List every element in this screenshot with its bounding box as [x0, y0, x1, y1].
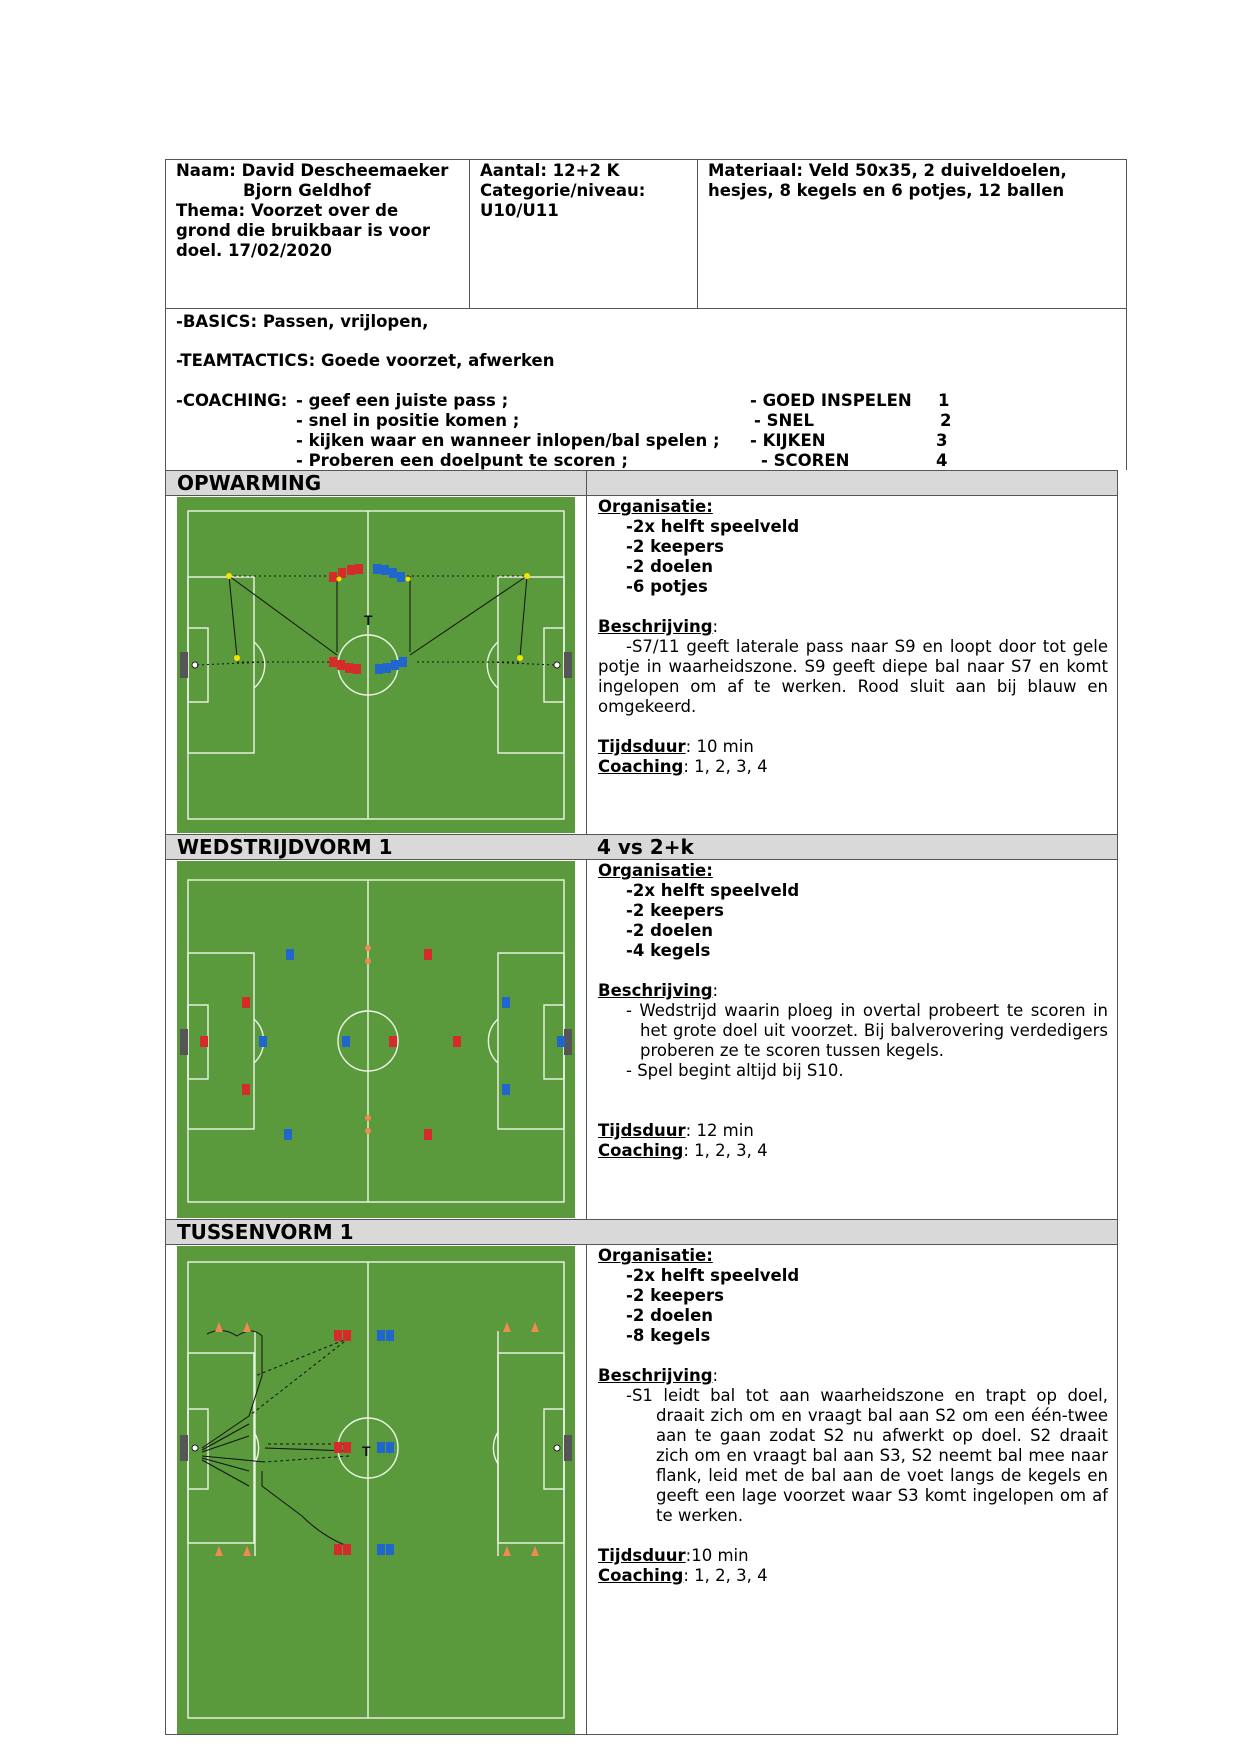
- thema-3: doel. 17/02/2020: [176, 241, 332, 260]
- org-3-item-2: -2 keepers: [626, 1286, 724, 1305]
- coaching-label-3: Coaching: [598, 1566, 684, 1585]
- materiaal-2: hesjes, 8 kegels en 6 potjes, 12 ballen: [708, 181, 1065, 200]
- naam-label: Naam:: [176, 161, 236, 180]
- header-divider-2: [697, 159, 698, 309]
- coach-mark-3: T: [362, 1443, 371, 1459]
- tijdsduur-label-2: Tijdsduur: [598, 1121, 686, 1140]
- tijdsduur-2: : 12 min: [685, 1121, 754, 1140]
- org-3-item-3: -2 doelen: [626, 1306, 714, 1325]
- org-2-item-4: -4 kegels: [626, 941, 711, 960]
- coaching-num-4: 4: [936, 451, 948, 470]
- beschrijving-label-2: Beschrijving: [598, 981, 713, 1000]
- naam-2: Bjorn Geldhof: [243, 181, 371, 200]
- basics-text: -BASICS: Passen, vrijlopen,: [176, 312, 429, 331]
- aantal: Aantal: 12+2 K: [480, 161, 620, 180]
- beschrijving-3: -S1 leidt bal tot aan waarheidszone en trapt op doel, draait zich om en vraagt bal aan S2 om een één-twee aan te gaan zodat S2 nu afwerkt op doel. S2 draait zich om en vraagt bal aan S3, S2 neemt bal mee naar flank, leid met de bal aan de voet langs de kegels en geeft een lage voorzet waar S3 komt ingelopen om af te werken.: [626, 1386, 1108, 1525]
- coaching-num-1: 1: [938, 391, 950, 410]
- niveau: U10/U11: [480, 201, 559, 220]
- coaching-1: : 1, 2, 3, 4: [683, 757, 768, 776]
- org-1-item-4: -6 potjes: [626, 577, 708, 596]
- tijdsduur-label-1: Tijdsduur: [598, 737, 686, 756]
- org-2-item-2: -2 keepers: [626, 901, 724, 920]
- naam-1: David Descheemaeker: [241, 161, 449, 180]
- section-1-header-divider: [586, 470, 587, 496]
- section-3-title: TUSSENVORM 1: [177, 1220, 354, 1244]
- organisatie-label-3: Organisatie:: [598, 1246, 713, 1265]
- section-1-title: OPWARMING: [177, 471, 322, 495]
- coaching-line-4: - Proberen een doelpunt te scoren ;: [296, 451, 628, 470]
- section-1-panel: Organisatie: -2x helft speelveld -2 keepers -2 doelen -6 potjes Beschrijving: -S7/11 geeft laterale pass naar S9 en loopt door tot gele potje in waarheidszone. S9 geeft diepe bal naar S7 en komt ingelopen om af te werken. Rood sluit aan bij blauw en omgekeerd. Tijdsduur: 10 min Coaching: 1, 2, 3, 4: [598, 497, 1108, 776]
- org-2-item-3: -2 doelen: [626, 921, 714, 940]
- org-1-item-1: -2x helft speelveld: [626, 517, 800, 536]
- coaching-2: : 1, 2, 3, 4: [683, 1141, 768, 1160]
- pitch-diagram-opwarming: [177, 497, 575, 833]
- coaching-key-2: - SNEL: [754, 411, 815, 430]
- coaching-num-3: 3: [936, 431, 948, 450]
- header-divider-1: [469, 159, 470, 309]
- section-2-panel: Organisatie: -2x helft speelveld -2 keepers -2 doelen -4 kegels Beschrijving: - Wedstrijd waarin ploeg in overtal probeert te scoren in het grote doel uit voorzet. Bij balverovering verdedigers proberen ze te scoren tussen kegels. - Spel begint altijd bij S10. Tijdsduur: 12 min Coaching: 1, 2, 3, 4: [598, 861, 1108, 1160]
- tijdsduur-label-3: Tijdsduur: [598, 1546, 686, 1565]
- section-3-panel: Organisatie: -2x helft speelveld -2 keepers -2 doelen -8 kegels Beschrijving: -S1 leidt bal tot aan waarheidszone en trapt op doel, draait zich om en vraagt bal aan S2 om een één-twee aan te gaan zodat S2 nu afwerkt op doel. S2 draait zich om en vraagt bal aan S3, S2 neemt bal mee naar flank, leid met de bal aan de voet langs de kegels en geeft een lage voorzet waar S3 komt ingelopen om af te werken. Tijdsduur:10 min Coaching: 1, 2, 3, 4: [598, 1246, 1108, 1585]
- teamtactics-text: -TEAMTACTICS: Goede voorzet, afwerken: [176, 351, 555, 370]
- coaching-label-1: Coaching: [598, 757, 684, 776]
- coaching-num-2: 2: [940, 411, 952, 430]
- coaching-key-1: - GOED INSPELEN: [750, 391, 912, 410]
- organisatie-label-1: Organisatie:: [598, 497, 713, 516]
- thema-2: grond die bruikbaar is voor: [176, 221, 431, 240]
- org-1-item-2: -2 keepers: [626, 537, 724, 556]
- org-1-item-3: -2 doelen: [626, 557, 714, 576]
- pitch-diagram-tussenvorm: [177, 1246, 575, 1734]
- coaching-key-4: - SCOREN: [761, 451, 850, 470]
- beschrijving-label-3: Beschrijving: [598, 1366, 713, 1385]
- pitch-diagram-wedstrijdvorm: [177, 861, 575, 1218]
- coaching-line-3: - kijken waar en wanneer inlopen/bal spelen ;: [296, 431, 720, 450]
- coaching-label-2: Coaching: [598, 1141, 684, 1160]
- header-aantal-cell: [480, 161, 690, 221]
- header-materiaal-cell: [708, 161, 1123, 201]
- coaching-3: : 1, 2, 3, 4: [683, 1566, 768, 1585]
- org-2-item-1: -2x helft speelveld: [626, 881, 800, 900]
- materiaal-1: Materiaal: Veld 50x35, 2 duiveldoelen,: [708, 161, 1067, 180]
- beschrijving-2a: - Wedstrijd waarin ploeg in overtal probeert te scoren in het grote doel uit voorzet. Bij balverovering verdedigers proberen ze te scoren tussen kegels.: [626, 1001, 1108, 1060]
- coaching-line-2: - snel in positie komen ;: [296, 411, 520, 430]
- section-2-subtitle: 4 vs 2+k: [597, 835, 694, 859]
- section-2-title: WEDSTRIJDVORM 1: [177, 835, 393, 859]
- org-3-item-4: -8 kegels: [626, 1326, 711, 1345]
- header-naam-cell: [176, 161, 466, 261]
- org-3-item-1: -2x helft speelveld: [626, 1266, 800, 1285]
- thema: Thema: Voorzet over de: [176, 201, 399, 220]
- coaching-label: -COACHING:: [176, 391, 288, 410]
- tijdsduur-1: : 10 min: [685, 737, 754, 756]
- sections-col-divider: [586, 470, 587, 1735]
- coaching-key-3: - KIJKEN: [750, 431, 826, 450]
- beschrijving-2b: - Spel begint altijd bij S10.: [626, 1061, 844, 1080]
- organisatie-label-2: Organisatie:: [598, 861, 713, 880]
- beschrijving-1: -S7/11 geeft laterale pass naar S9 en loopt door tot gele potje in waarheidszone. S9 geeft diepe bal naar S7 en komt ingelopen om af te werken. Rood sluit aan bij blauw en omgekeerd.: [598, 637, 1108, 716]
- beschrijving-label-1: Beschrijving: [598, 617, 713, 636]
- categorie: Categorie/niveau:: [480, 181, 646, 200]
- coaching-line-1: - geef een juiste pass ;: [296, 391, 509, 410]
- tijdsduur-3: :10 min: [685, 1546, 749, 1565]
- coach-mark: T: [364, 612, 373, 628]
